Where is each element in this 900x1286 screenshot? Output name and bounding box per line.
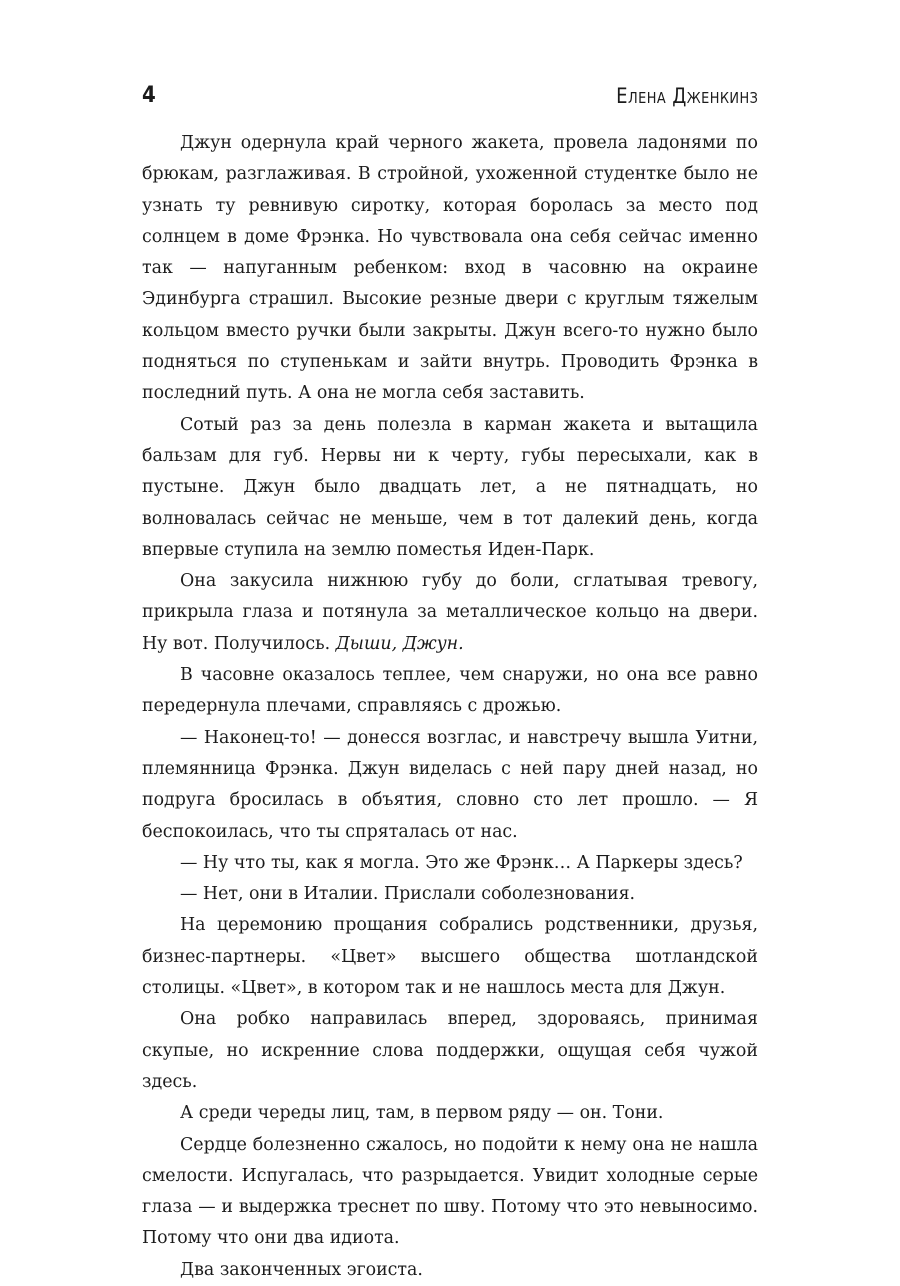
paragraph-2 xyxy=(142,410,758,566)
paragraph-8 xyxy=(142,910,758,1004)
paragraph-text: На церемонию прощания собрались родственники, друзья, бизнес-партнеры. «Цвет» высшего общества шотландской столицы. «Цвет», в котором так и не нашлось места для Джун. xyxy=(142,915,758,999)
paragraph-text: Два законченных эгоиста. xyxy=(180,1259,423,1280)
paragraph-text: А среди череды лиц, там, в первом ряду — он. Тони. xyxy=(180,1103,664,1124)
paragraph-text: — Наконец-то! — донесся возглас, и навстречу вышла Уитни, племянница Фрэнка. Джун виделась с ней пару дней назад, но подруга бросилась в объятия, словно сто лет прошло. — Я беспокоилась, что ты спряталась от нас. xyxy=(142,727,758,842)
italic-thought: Дыши, Джун. xyxy=(335,633,464,654)
paragraph-text: — Нет, они в Италии. Прислали соболезнования. xyxy=(180,884,636,905)
paragraph-12 xyxy=(142,1255,758,1286)
paragraph-text: Сердце болезненно сжалось, но подойти к нему она не нашла смелости. Испугалась, что разрыдается. Увидит холодные серые глаза — и выдержка треснет по шву. Потому что это невыносимо. Потому что они два идиота. xyxy=(142,1134,758,1249)
body-text xyxy=(142,128,758,1286)
paragraph-text: — Ну что ты, как я могла. Это же Фрэнк… А Паркеры здесь? xyxy=(180,852,743,873)
paragraph-3 xyxy=(142,566,758,660)
paragraph-9 xyxy=(142,1004,758,1098)
paragraph-text: Она закусила нижнюю губу до боли, сглатывая тревогу, прикрыла глаза и потянула за металлическое кольцо на двери. Ну вот. Получилось. xyxy=(142,571,758,654)
page-number: 4 xyxy=(142,83,156,108)
paragraph-11 xyxy=(142,1130,758,1255)
paragraph-text: Сотый раз за день полезла в карман жакета и вытащила бальзам для губ. Нервы ни к черту, губы пересыхали, как в пустыне. Джун было двадцать лет, а не пятнадцать, но волновалась сейчас не меньше, чем в тот далекий день, когда впервые ступила на землю поместья Иден-Парк. xyxy=(142,414,758,560)
paragraph-5 xyxy=(142,723,758,848)
paragraph-4 xyxy=(142,660,758,723)
paragraph-1 xyxy=(142,128,758,410)
running-header xyxy=(142,80,758,112)
paragraph-text: Она робко направилась вперед, здороваясь, принимая скупые, но искренние слова поддержки, ощущая себя чужой здесь. xyxy=(142,1009,758,1092)
paragraph-text: Джун одернула край черного жакета, провела ладонями по брюкам, разглаживая. В стройной, ухоженной студентке было не узнать ту ревнивую сиротку, которая боролась за место под солнцем в доме Фрэнка. Но чувствовала она себя сейчас именно так — напуганным ребенком: вход в часовню на окраине Эдинбурга страшил. Высокие резные двери с круглым тяжелым кольцом вместо ручки были закрыты. Джун всего-то нужно было подняться по ступенькам и зайти внутрь. Проводить Фрэнка в последний путь. А она не могла себя заставить. xyxy=(142,133,758,404)
paragraph-7 xyxy=(142,879,758,910)
author-name: Елена Дженкинз xyxy=(615,84,758,108)
paragraph-text: В часовне оказалось теплее, чем снаружи, но она все равно передернула плечами, справляясь с дрожью. xyxy=(142,665,758,717)
paragraph-10 xyxy=(142,1098,758,1129)
paragraph-6 xyxy=(142,848,758,879)
